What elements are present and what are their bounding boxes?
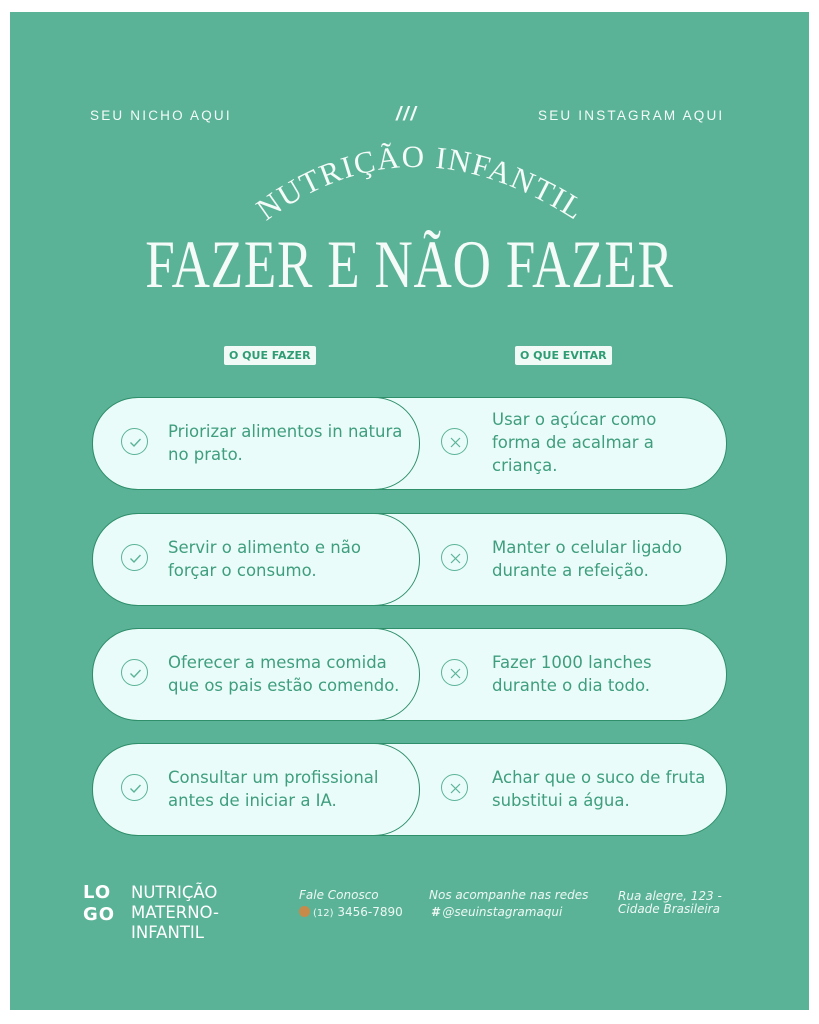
hash-icon: #: [431, 905, 440, 919]
x-circle-icon: [441, 428, 468, 455]
phone-prefix: (12): [313, 908, 334, 919]
tip-row: [92, 628, 727, 721]
logo-line-1: LO: [83, 882, 112, 903]
check-circle-icon: [121, 544, 148, 571]
poster: [10, 12, 809, 1010]
logo-line-2: GO: [83, 904, 116, 925]
do-column-label: O QUE FAZER: [224, 346, 316, 365]
x-circle-icon: [441, 774, 468, 801]
do-text: Priorizar alimentos in natura no prato.: [168, 421, 403, 464]
brand-name: [131, 883, 219, 943]
contact-label: Fale Conosco: [299, 888, 379, 902]
brand-line-2: MATERNO-: [131, 903, 219, 922]
social-label: Nos acompanhe nas redes: [429, 888, 589, 902]
phone-icon: [299, 906, 310, 917]
avoid-text: Manter o celular ligado durante a refeição.: [492, 537, 683, 580]
address-line-1: Rua alegre, 123 -: [618, 889, 722, 903]
niche-label: SEU NICHO AQUI: [90, 108, 232, 123]
check-circle-icon: [121, 659, 148, 686]
phone: [299, 905, 403, 919]
do-text: Servir o alimento e não forçar o consumo.: [168, 537, 361, 580]
subtitle-arc: [10, 12, 809, 242]
logo: [83, 882, 115, 926]
avoid-column-label: O QUE EVITAR: [515, 346, 612, 365]
social-handle-row: [431, 905, 562, 919]
brand-line-1: NUTRIÇÃO: [131, 883, 218, 902]
tip-row: [92, 513, 727, 606]
avoid-text: Usar o açúcar como forma de acalmar a criança.: [492, 410, 657, 475]
header-separator: ///: [396, 104, 418, 125]
check-circle-icon: [121, 428, 148, 455]
do-text: Oferecer a mesma comida que os pais estão comendo.: [168, 652, 400, 695]
phone-number: 3456-7890: [337, 905, 403, 919]
address: [618, 890, 722, 916]
tip-row: [92, 397, 727, 490]
subtitle-text: NUTRIÇÃO INFANTIL: [249, 138, 592, 228]
brand-line-3: INFANTIL: [131, 923, 204, 942]
subtitle: [250, 139, 591, 227]
instagram-label: SEU INSTAGRAM AQUI: [538, 108, 725, 123]
social-handle: @seuinstagramaqui: [442, 905, 563, 919]
x-circle-icon: [441, 659, 468, 686]
tip-row: [92, 743, 727, 836]
address-line-2: Cidade Brasileira: [618, 902, 720, 916]
page-title: FAZER E NÃO FAZER: [145, 226, 674, 302]
avoid-text: Fazer 1000 lanches durante o dia todo.: [492, 652, 652, 695]
check-circle-icon: [121, 774, 148, 801]
do-text: Consultar um profissional antes de iniciar a IA.: [168, 767, 379, 810]
avoid-text: Achar que o suco de fruta substitui a água.: [492, 767, 706, 810]
x-circle-icon: [441, 544, 468, 571]
